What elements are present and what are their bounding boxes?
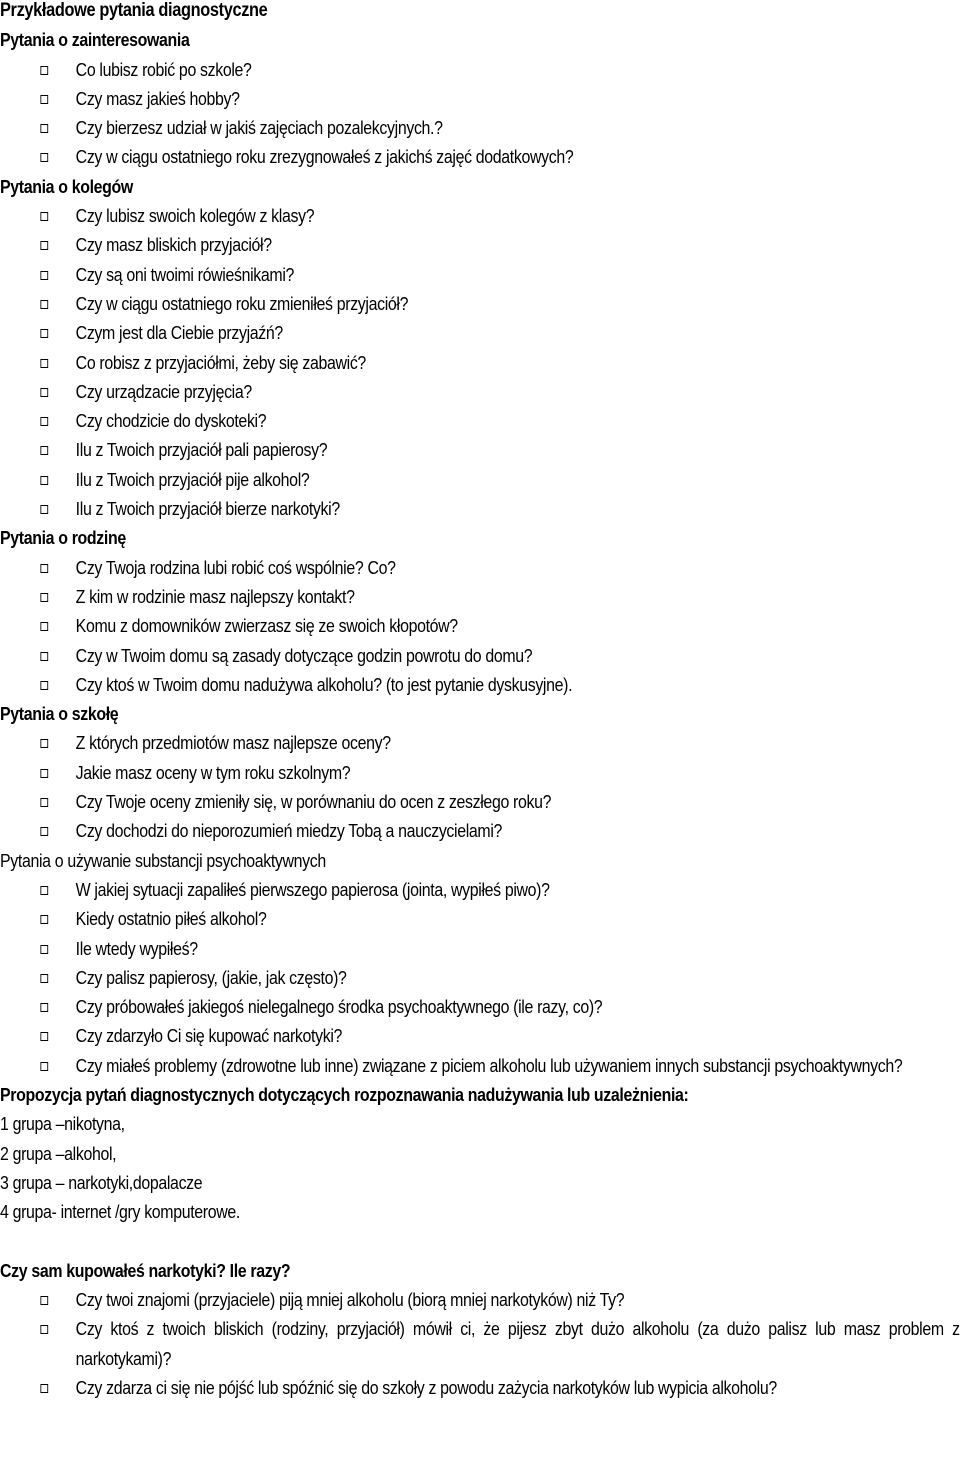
list-item: Czy w Twoim domu są zasady dotyczące godzin powrotu do domu?	[0, 641, 960, 670]
checkbox-bullet-icon	[40, 271, 48, 280]
group-line: 2 grupa –alkohol,	[0, 1142, 117, 1164]
checkbox-bullet-icon	[40, 388, 48, 397]
checkbox-bullet-icon	[40, 446, 48, 455]
list-item: Czy Twoje oceny zmieniły się, w porównaniu do ocen z zeszłego roku?	[0, 787, 960, 816]
list-item: Czy ktoś z twoich bliskich (rodziny, przyjaciół) mówił ci, że pijesz zbyt dużo alkoholu (za dużo palisz lub masz problem z narkotykami)?	[0, 1314, 960, 1373]
checkbox-bullet-icon	[40, 476, 48, 485]
checkbox-bullet-icon	[40, 417, 48, 426]
final-heading: Czy sam kupowałeś narkotyki? Ile razy?	[0, 1259, 291, 1281]
checkbox-bullet-icon	[40, 1296, 48, 1305]
section-heading-interests: Pytania o zainteresowania	[0, 29, 190, 51]
list-item: Czy zdarza ci się nie pójść lub spóźnić się do szkoły z powodu zażycia narkotyków lub wypicia alkoholu?	[0, 1373, 960, 1402]
checkbox-bullet-icon	[40, 95, 48, 104]
checkbox-bullet-icon	[40, 66, 48, 75]
section-heading-substances: Pytania o używanie substancji psychoaktywnych	[0, 849, 326, 871]
group-line: 1 grupa –nikotyna,	[0, 1113, 125, 1135]
section-heading-friends: Pytania o kolegów	[0, 175, 133, 197]
list-item: Kiedy ostatnio piłeś alkohol?	[0, 904, 960, 933]
checkbox-bullet-icon	[40, 505, 48, 514]
list-item: Czy próbowałeś jakiegoś nielegalnego środka psychoaktywnego (ile razy, co)?	[0, 992, 960, 1021]
checkbox-bullet-icon	[40, 329, 48, 338]
list-item: Czy Twoja rodzina lubi robić coś wspólnie? Co?	[0, 553, 960, 582]
checkbox-bullet-icon	[40, 652, 48, 661]
proposal-heading: Propozycja pytań diagnostycznych dotyczących rozpoznawania nadużywania lub uzależnienia:	[0, 1083, 689, 1105]
checkbox-bullet-icon	[40, 622, 48, 631]
list-item: Ilu z Twoich przyjaciół bierze narkotyki?	[0, 494, 960, 523]
list-item: W jakiej sytuacji zapaliłeś pierwszego papierosa (jointa, wypiłeś piwo)?	[0, 875, 960, 904]
checkbox-bullet-icon	[40, 1384, 48, 1393]
list-item: Jakie masz oceny w tym roku szkolnym?	[0, 758, 960, 787]
list-item: Z których przedmiotów masz najlepsze oceny?	[0, 728, 960, 757]
list-item: Ilu z Twoich przyjaciół pije alkohol?	[0, 465, 960, 494]
list-item: Czy w ciągu ostatniego roku zrezygnowałeś z jakichś zajęć dodatkowych?	[0, 142, 960, 171]
list-item: Czy twoi znajomi (przyjaciele) piją mniej alkoholu (biorą mniej narkotyków) niż Ty?	[0, 1285, 960, 1314]
checkbox-bullet-icon	[40, 798, 48, 807]
list-item: Czy dochodzi do nieporozumień miedzy Tobą a nauczycielami?	[0, 816, 960, 845]
section-heading-school: Pytania o szkołę	[0, 703, 119, 725]
checkbox-bullet-icon	[40, 1032, 48, 1041]
checkbox-bullet-icon	[40, 945, 48, 954]
checkbox-bullet-icon	[40, 739, 48, 748]
list-item: Z kim w rodzinie masz najlepszy kontakt?	[0, 582, 960, 611]
list-item: Czy są oni twoimi rówieśnikami?	[0, 260, 960, 289]
list-item: Czy urządzacie przyjęcia?	[0, 377, 960, 406]
checkbox-bullet-icon	[40, 886, 48, 895]
checkbox-bullet-icon	[40, 564, 48, 573]
list-item: Ile wtedy wypiłeś?	[0, 934, 960, 963]
checkbox-bullet-icon	[40, 1325, 48, 1334]
document-title: Przykładowe pytania diagnostyczne	[0, 0, 268, 21]
checkbox-bullet-icon	[40, 124, 48, 133]
list-item: Czy w ciągu ostatniego roku zmieniłeś przyjaciół?	[0, 289, 960, 318]
checkbox-bullet-icon	[40, 1003, 48, 1012]
list-item: Co lubisz robić po szkole?	[0, 55, 960, 84]
list-item: Czy bierzesz udział w jakiś zajęciach pozalekcyjnych.?	[0, 113, 960, 142]
list-item: Czy miałeś problemy (zdrowotne lub inne) związane z piciem alkoholu lub używaniem innych substancji psychoaktywnych?	[0, 1051, 960, 1080]
list-item: Czy masz jakieś hobby?	[0, 84, 960, 113]
list-item: Komu z domowników zwierzasz się ze swoich kłopotów?	[0, 611, 960, 640]
spacer	[0, 1226, 960, 1255]
checkbox-bullet-icon	[40, 681, 48, 690]
list-item: Czy ktoś w Twoim domu nadużywa alkoholu? (to jest pytanie dyskusyjne).	[0, 670, 960, 699]
list-item: Czym jest dla Ciebie przyjaźń?	[0, 318, 960, 347]
checkbox-bullet-icon	[40, 593, 48, 602]
checkbox-bullet-icon	[40, 974, 48, 983]
list-item: Czy chodzicie do dyskoteki?	[0, 406, 960, 435]
list-item: Czy zdarzyło Ci się kupować narkotyki?	[0, 1021, 960, 1050]
checkbox-bullet-icon	[40, 300, 48, 309]
checkbox-bullet-icon	[40, 769, 48, 778]
checkbox-bullet-icon	[40, 915, 48, 924]
checkbox-bullet-icon	[40, 1062, 48, 1071]
section-heading-family: Pytania o rodzinę	[0, 527, 126, 549]
checkbox-bullet-icon	[40, 827, 48, 836]
checkbox-bullet-icon	[40, 212, 48, 221]
checkbox-bullet-icon	[40, 359, 48, 368]
list-item: Czy masz bliskich przyjaciół?	[0, 230, 960, 259]
list-item: Czy palisz papierosy, (jakie, jak często)?	[0, 963, 960, 992]
group-line: 3 grupa – narkotyki,dopalacze	[0, 1171, 203, 1193]
list-item: Ilu z Twoich przyjaciół pali papierosy?	[0, 435, 960, 464]
list-item: Co robisz z przyjaciółmi, żeby się zabawić?	[0, 348, 960, 377]
checkbox-bullet-icon	[40, 153, 48, 162]
list-item: Czy lubisz swoich kolegów z klasy?	[0, 201, 960, 230]
group-line: 4 grupa- internet /gry komputerowe.	[0, 1201, 241, 1223]
checkbox-bullet-icon	[40, 241, 48, 250]
